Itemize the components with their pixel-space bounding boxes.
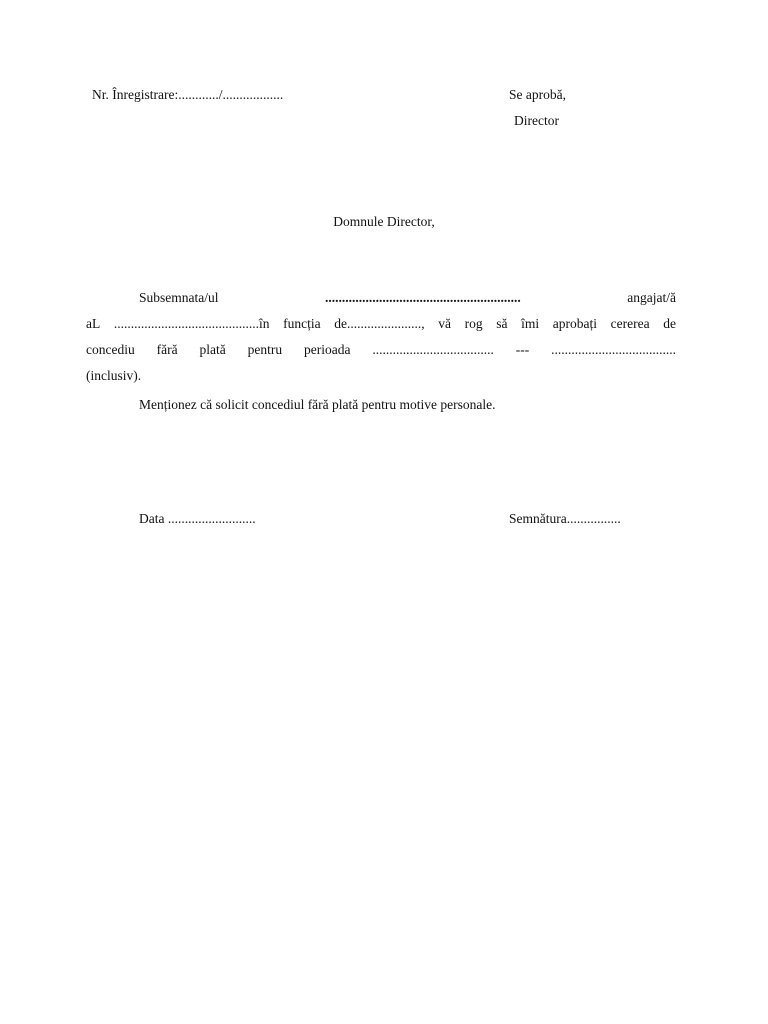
word: de	[663, 316, 676, 331]
word: Subsemnata/ul	[139, 290, 219, 305]
registration-number: Nr. Înregistrare:............/..................	[92, 87, 284, 102]
signature-field: Semnătura................	[509, 511, 621, 526]
word: ...........................................în	[113, 316, 270, 331]
approver-title: Director	[514, 113, 559, 128]
word: concediu	[86, 342, 135, 357]
word: fără	[156, 342, 178, 357]
salutation: Domnule Director,	[333, 214, 435, 229]
word: cererea	[610, 316, 650, 331]
word: angajat/ă	[627, 290, 676, 305]
word: perioada	[303, 342, 351, 357]
period-start-blank: ....................................	[372, 342, 494, 357]
name-blank: ..........................................................	[325, 290, 521, 305]
word: aprobați	[552, 316, 597, 331]
word: pentru	[247, 342, 283, 357]
word: aL	[86, 316, 101, 331]
word: de......................,	[334, 316, 425, 331]
word: îmi	[521, 316, 540, 331]
paragraph-line-3	[86, 337, 676, 363]
paragraph-line-4: (inclusiv).	[86, 368, 142, 383]
word: ---	[515, 342, 530, 357]
request-paragraph	[86, 285, 676, 389]
word: funcția	[283, 316, 321, 331]
paragraph-line-2	[86, 311, 676, 337]
period-end-blank: .....................................	[551, 342, 676, 357]
word: plată	[199, 342, 226, 357]
word: să	[496, 316, 508, 331]
approval-label: Se aprobă,	[509, 87, 566, 102]
reason-statement: Menționez că solicit concediul fără plată pentru motive personale.	[139, 397, 496, 412]
date-field: Data ..........................	[139, 511, 256, 526]
word: vă	[438, 316, 451, 331]
paragraph-line-1	[86, 285, 676, 311]
word: rog	[464, 316, 483, 331]
